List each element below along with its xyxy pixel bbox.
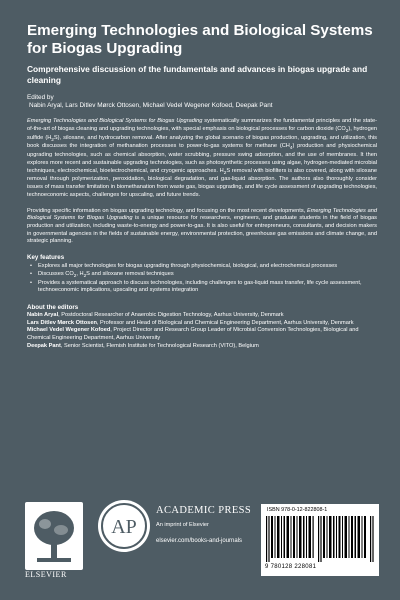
barcode-icon: [266, 516, 374, 562]
subscript: 2: [345, 127, 349, 133]
description-text: ) production and physiochemical upgrading technologies, such as chemical absorption, water scrubbing, pressure swing adsorption, and the use of membranes. It then explores more recent and sustainable upgrading technologies, such as photosynthetic processes using algae, hydrogen-mediated microbial techniques, electrochemical, bioelectrochemical, and cryogenic approaches. H: [27, 143, 377, 174]
subscript: 2: [51, 136, 54, 142]
feature-text: Discusses CO: [38, 270, 74, 277]
editor-name: Michael Vedel Wegener Kofoed: [27, 327, 111, 334]
editor-desc: , Professor and Head of Biological and Chemical Engineering Department, Aarhus University, Denmark: [96, 319, 354, 326]
edited-by-label: Edited by: [27, 94, 54, 101]
editor-name: Deepak Pant: [27, 342, 61, 349]
description-paragraph-1: [27, 118, 377, 200]
description-paragraph-2: [27, 208, 377, 247]
imprint-line: An imprint of Elsevier: [156, 522, 209, 528]
editor-name: Lars Ditlev Mørck Ottosen: [27, 319, 97, 326]
isbn-barcode: [261, 504, 379, 576]
barcode-digits: 9 780128 228081: [265, 564, 317, 570]
key-features-heading: Key features: [27, 254, 65, 262]
key-features-list: [27, 263, 377, 295]
description-text: S removal with biofilters is also covered, along with siloxane removal through polymerization, peroxidation, biological degradation, and gas-liquid absorption. The authors also thoroughly consider issues of mass transfer limitation in biomethanation from waste gas, biogas upgrading, and life cycle assessment of upgrading technologies, technoeconomic aspects, challenges for upscaling, and future trends.: [27, 167, 377, 198]
editor-desc: , Senior Scientist, Flemish Institute for Technological Research (VITO), Belgium: [60, 342, 259, 349]
list-item: [38, 271, 377, 280]
description-book-title: Emerging Technologies and Biological Systems for Biogas Upgrading: [27, 207, 377, 222]
cover-content: [27, 22, 377, 351]
list-item: • Provides a systematical approach to discuss technologies, including challenges to gas-liquid mass transfer, life cycle assessment, technoeconomic implications, upscaling and systems integration: [38, 280, 377, 295]
subscript: 2: [223, 169, 227, 175]
svg-text:AP: AP: [111, 516, 137, 538]
feature-text: , H: [76, 270, 84, 277]
editor-bio: [27, 327, 377, 342]
editor-name: Nabin Aryal: [27, 311, 59, 318]
book-title: Emerging Technologies and Biological Systems for Biogas Upgrading: [27, 22, 373, 57]
editor-desc: , Project Director and Research Group Leader of Microbial Conversion Technologies, Biological and Chemical Engineering Department, Aarhus University: [27, 327, 359, 342]
description-text: S), siloxane, and hydrocarbon removal. After analyzing the global scenario of biogas production, upgrading, and utilization, this book discusses the integration of methanation processes to power-to-gas systems for methane (CH: [27, 134, 377, 150]
elsevier-wordmark: ELSEVIER: [25, 570, 67, 579]
description-book-title: Emerging Technologies and Biological Systems for Biogas Upgrading: [27, 118, 203, 124]
book-subtitle: Comprehensive discussion of the fundamentals and advances in biogas upgrade and cleaning: [27, 64, 368, 85]
ap-icon: [98, 500, 150, 552]
description-text: ), hydrogen sulfide (H: [27, 125, 377, 141]
academic-press-name: ACADEMIC PRESS: [156, 505, 252, 516]
editor-desc: , Postdoctoral Researcher of Anaerobic Digestion Technology, Aarhus University, Denmark: [58, 311, 284, 318]
description-text: Providing specific information on biogas upgrading technology, and focusing on the most recent developments,: [27, 207, 307, 214]
description-text: is a unique resource for researchers, engineers, and graduate students in the field of biogas production and utilization, including waste-to-energy and power-to-gas. It is also useful for entrepreneurs, consultants, and decision makers in governmental agencies in the fields of sustainable energy, environmental protection, greenhouse gas emissions and climate change, and strategic planning.: [27, 215, 377, 245]
academic-press-logo: [98, 500, 150, 552]
subscript: 4: [289, 145, 293, 151]
isbn-number: ISBN 978-0-12-822808-1: [267, 507, 328, 513]
subscript: 2: [83, 272, 87, 278]
editor-bio: [27, 312, 377, 320]
about-editors-heading: About the editors: [27, 303, 79, 311]
editor-bio: [27, 320, 377, 328]
elsevier-tree-logo: [25, 502, 83, 570]
description-text: systematically summarizes the fundamental principles and the state-of-the-art of biogas cleaning and upgrading technologies, with special emphasis on biological processes for carbon dioxide (CO: [27, 118, 377, 132]
editors-list: Nabin Aryal, Lars Ditlev Mørck Ottosen, Michael Vedel Wegener Kofoed, Deepak Pant: [29, 102, 273, 109]
list-item: • Explores all major technologies for biogas upgrading through physiochemical, biological, and electrochemical processes: [38, 263, 377, 271]
editor-bio: [27, 343, 377, 351]
feature-text: S and siloxane removal techniques: [86, 270, 174, 277]
tree-icon: [31, 508, 77, 564]
subscript: 2: [73, 272, 77, 278]
publisher-block: [25, 498, 380, 590]
publisher-url[interactable]: elsevier.com/books-and-journals: [156, 538, 243, 544]
